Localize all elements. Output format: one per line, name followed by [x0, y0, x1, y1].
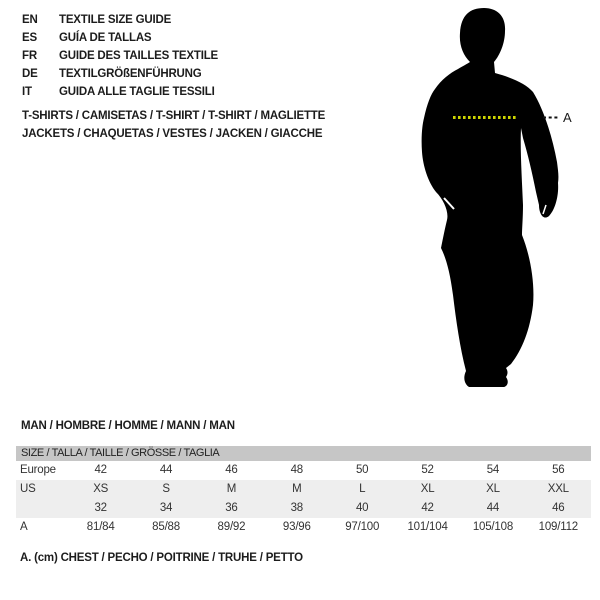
- size-cell: XS: [93, 483, 109, 495]
- size-cell: M: [226, 483, 237, 495]
- size-cell: 56: [552, 464, 565, 476]
- size-cell: S: [162, 483, 170, 495]
- language-code: ES: [22, 32, 37, 44]
- size-cell: 44: [486, 502, 500, 514]
- size-cell: 81/84: [86, 521, 115, 533]
- size-cell: 46: [552, 502, 565, 514]
- language-label: GUÍA DE TALLAS: [59, 32, 152, 44]
- category-tshirts: T-SHIRTS / CAMISETAS / T-SHIRT / T-SHIRT / MAGLIETTE: [22, 110, 326, 122]
- language-label: GUIDA ALLE TAGLIE TESSILI: [59, 86, 215, 98]
- measure-label-a: A: [563, 110, 572, 125]
- size-cell: 36: [225, 502, 238, 514]
- man-silhouette-figure: [400, 0, 600, 400]
- row-label: [16, 499, 68, 518]
- language-row-es: [22, 29, 218, 47]
- size-cell: M: [292, 483, 302, 495]
- category-list: [22, 107, 325, 143]
- size-table-rows: [16, 461, 591, 537]
- size-cell: 48: [290, 464, 304, 476]
- table-row: [16, 499, 591, 518]
- size-cell: 52: [421, 464, 434, 476]
- size-cell: 109/112: [538, 521, 578, 533]
- size-cell: 50: [355, 464, 369, 476]
- size-cell: 89/92: [217, 521, 246, 533]
- footnote-chest: A. (cm) CHEST / PECHO / POITRINE / TRUHE / PETTO: [20, 552, 303, 564]
- man-silhouette-shape: [422, 8, 559, 387]
- size-cell: 46: [225, 464, 238, 476]
- language-row-en: [22, 11, 218, 29]
- size-cell: 32: [94, 502, 107, 514]
- size-cell: 101/104: [407, 521, 448, 533]
- size-cell: 85/88: [152, 521, 180, 533]
- size-cell: 44: [159, 464, 173, 476]
- table-row: [16, 518, 591, 537]
- language-row-de: [22, 65, 218, 83]
- section-title-man: MAN / HOMBRE / HOMME / MANN / MAN: [21, 420, 235, 432]
- size-cell: 42: [94, 464, 107, 476]
- language-list: [22, 11, 218, 101]
- size-cell: 93/96: [282, 521, 311, 533]
- size-cell: XL: [420, 483, 435, 495]
- size-table-header: SIZE / TALLA / TAILLE / GRÖSSE / TAGLIA: [16, 446, 591, 461]
- category-jackets: JACKETS / CHAQUETAS / VESTES / JACKEN / GIACCHE: [22, 128, 323, 140]
- size-cell: L: [359, 483, 366, 495]
- table-row: [16, 480, 591, 499]
- size-cell: 38: [290, 502, 304, 514]
- language-row-it: [22, 83, 218, 101]
- language-row-fr: [22, 47, 218, 65]
- man-silhouette-graphic: [400, 0, 600, 400]
- size-cell: XXL: [547, 483, 569, 495]
- row-label: A: [20, 521, 28, 533]
- table-row: [16, 461, 591, 480]
- size-cell: XL: [486, 483, 500, 495]
- language-label: GUIDE DES TAILLES TEXTILE: [59, 50, 218, 62]
- size-cell: 42: [421, 502, 434, 514]
- row-label: US: [20, 483, 36, 495]
- language-label: TEXTILE SIZE GUIDE: [59, 14, 172, 26]
- language-code: IT: [22, 86, 32, 98]
- size-cell: 105/108: [472, 521, 514, 533]
- size-cell: 34: [159, 502, 173, 514]
- size-cell: 40: [355, 502, 369, 514]
- language-code: EN: [22, 14, 38, 26]
- size-cell: 97/100: [345, 521, 380, 533]
- language-code: DE: [22, 68, 38, 80]
- size-table: [16, 446, 591, 537]
- size-cell: 54: [486, 464, 500, 476]
- language-code: FR: [22, 50, 37, 62]
- language-label: TEXTILGRÖßENFÜHRUNG: [59, 68, 202, 80]
- row-label: Europe: [20, 464, 56, 476]
